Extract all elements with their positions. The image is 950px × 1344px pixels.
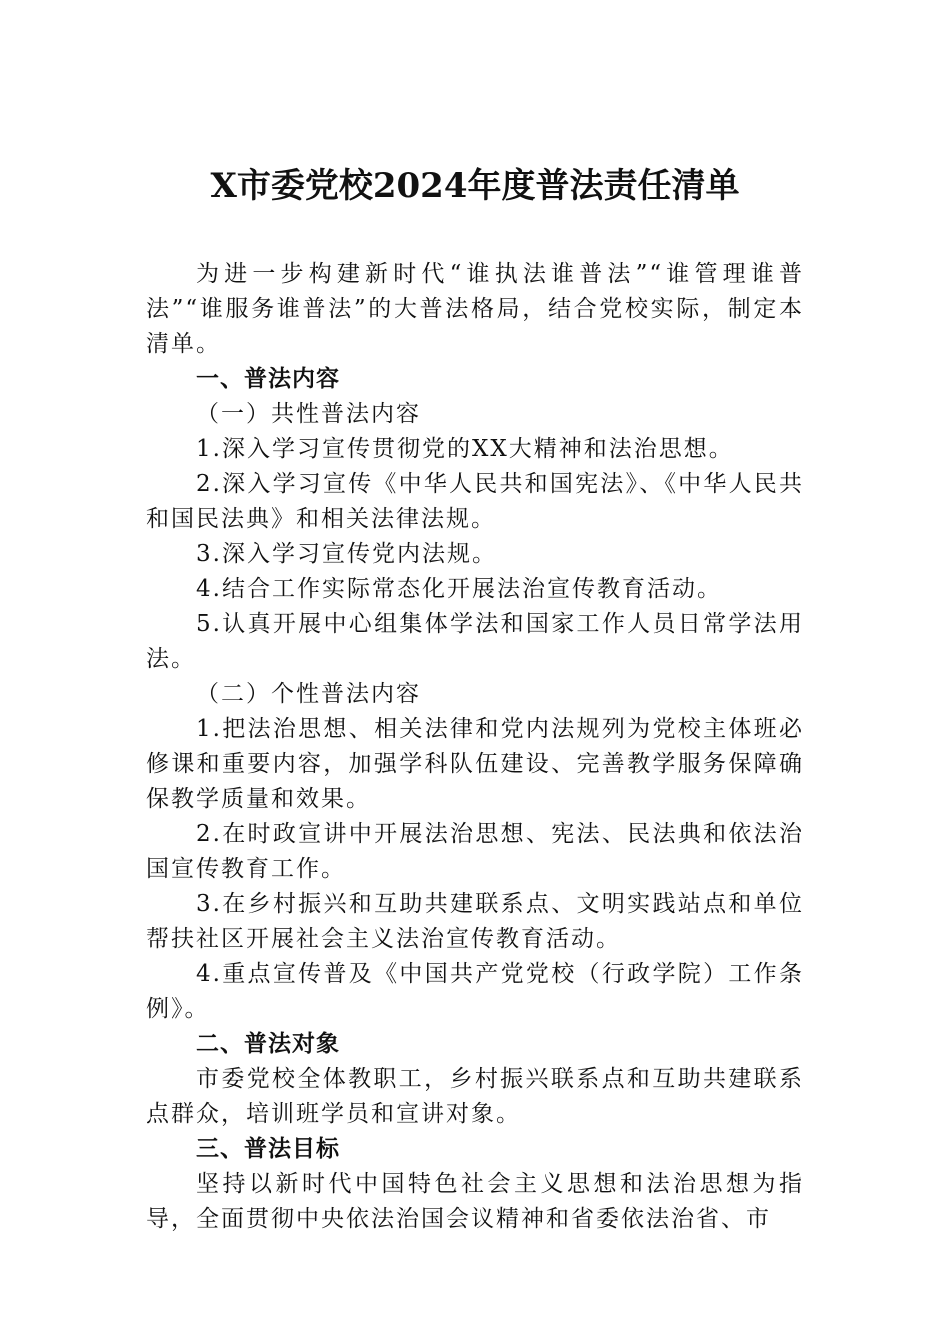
- list-item: 4.重点宣传普及《中国共产党党校（行政学院）工作条例》。: [146, 961, 804, 1022]
- list-item: 3.在乡村振兴和互助共建联系点、文明实践站点和单位帮扶社区开展社会主义法治宣传教育活动。: [146, 891, 804, 952]
- list-item: 1.把法治思想、相关法律和党内法规列为党校主体班必修课和重要内容，加强学科队伍建设、完善教学服务保障确保教学质量和效果。: [146, 716, 804, 812]
- section-heading-audience: 二、普法对象: [196, 1031, 340, 1057]
- audience-paragraph: 市委党校全体教职工，乡村振兴联系点和互助共建联系点群众，培训班学员和宣讲对象。: [146, 1066, 804, 1127]
- subsection-heading-common: （一）共性普法内容: [196, 401, 421, 427]
- list-item: 4.结合工作实际常态化开展法治宣传教育活动。: [196, 576, 722, 602]
- list-item: 2.深入学习宣传《中华人民共和国宪法》、《中华人民共和国民法典》和相关法律法规。: [146, 471, 804, 532]
- list-item: 2.在时政宣讲中开展法治思想、宪法、民法典和依法治国宣传教育工作。: [146, 821, 804, 882]
- document-body: [146, 257, 804, 1237]
- goals-paragraph: 坚持以新时代中国特色社会主义思想和法治思想为指导，全面贯彻中央依法治国会议精神和省委依法治省、市: [146, 1171, 804, 1232]
- section-heading-goals: 三、普法目标: [196, 1136, 340, 1162]
- list-item: 3.深入学习宣传党内法规。: [196, 541, 497, 567]
- document-title: X市委党校2024年度普法责任清单: [210, 166, 740, 206]
- list-item: 1.深入学习宣传贯彻党的XX大精神和法治思想。: [196, 436, 734, 462]
- section-heading-content: 一、普法内容: [196, 366, 340, 392]
- list-item: 5.认真开展中心组集体学法和国家工作人员日常学法用法。: [146, 611, 804, 672]
- subsection-heading-specific: （二）个性普法内容: [196, 681, 421, 707]
- intro-paragraph: 为进一步构建新时代“谁执法谁普法”“谁管理谁普法”“谁服务谁普法”的大普法格局，结合党校实际，制定本清单。: [146, 261, 804, 357]
